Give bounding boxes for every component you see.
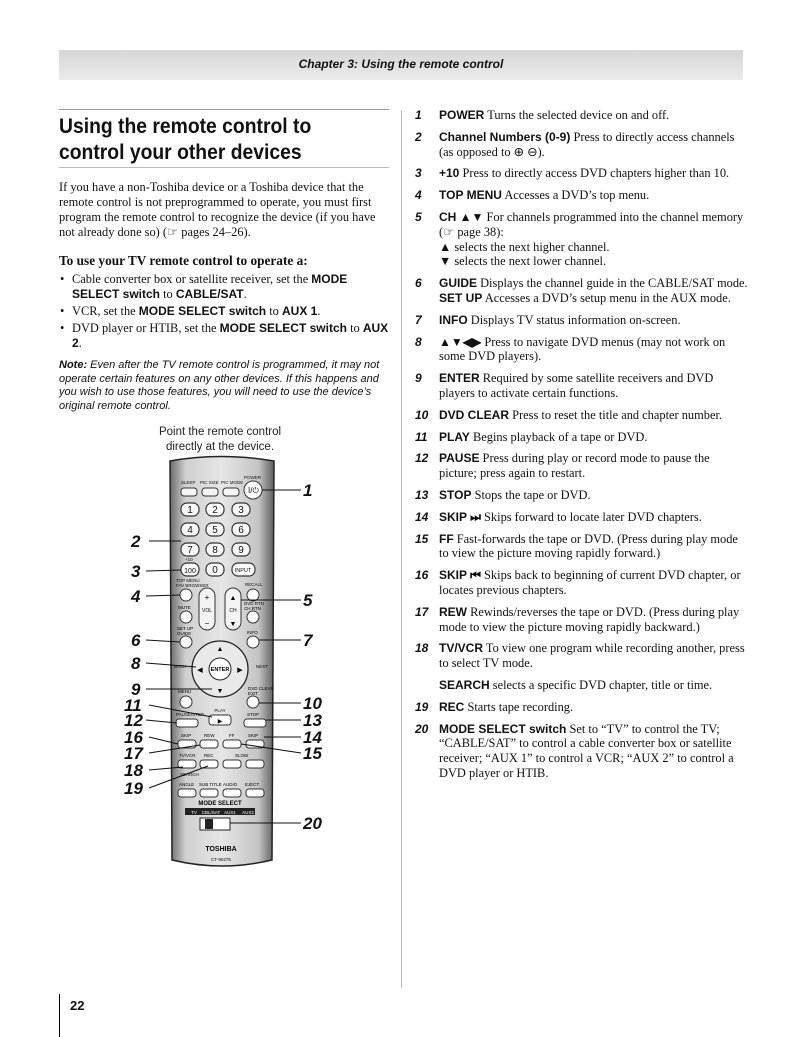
key-play: PLAY [214,708,226,713]
figure-caption: Point the remote control directly at the device. [158,426,282,453]
list-item: 6 GUIDE Displays the channel guide in the CABLE/SAT mode. SET UP Accesses a DVD’s setup menu in the AUX mode. [415,276,748,305]
list-item: 2 Channel Numbers (0-9) Press to directly access channels (as opposed to ⊕ ⊖). [415,129,735,159]
key-8: 8 [212,545,218,556]
key-back: BACK [174,664,187,669]
list-item: 3 +10 Press to directly access DVD chapters higher than 10. [415,166,730,181]
key-audio: AUDIO [223,782,238,787]
key-9: 9 [238,545,244,556]
key-2: 2 [212,505,218,516]
key-ch: CH [229,608,237,614]
exit-button [247,696,259,708]
key-eject: EJECT [245,782,260,787]
key-search: SEARCH [180,772,199,777]
mode-cbl-sat: CBL/SAT [201,810,221,815]
key-enter: ENTER [210,667,230,673]
list-item: 5 CH ▲▼ For channels programmed into the channel memory (☞ page 38): ▲ selects the next higher channel. ▼ selects the next lower channel. [415,209,744,269]
callout-6: 6 [131,631,141,650]
key-menu: MENU [178,689,192,694]
callout-12: 12 [124,711,143,730]
callout-13: 13 [303,711,322,730]
svg-text:◀: ◀ [197,667,203,674]
callout-17: 17 [124,744,143,763]
angle-button [178,789,196,797]
callout-4: 4 [131,587,141,606]
intro-paragraph: If you have a non-Toshiba device or a Toshiba device that the remote control is not preprogrammed to operate, you must first program the remote control to recognize the device (if you have not already done so) (☞ pages 24–26). [59,180,376,239]
list-item: 15 FF Fast-forwards the tape or DVD. (Press during play mode to view the picture moving rapidly forward.) [415,531,738,561]
key-sleep: SLEEP [181,480,196,485]
key-info: INFO [247,630,258,635]
key-rec: REC [204,753,214,758]
key-3: 3 [238,505,244,516]
power-icon: I/⏻ [248,486,259,495]
rew-button [200,740,218,748]
list-item: 18 TV/VCR To view one program while recording another, press to select TV mode. SEARCH selects a specific DVD chapter, title or time. [415,641,745,692]
key-7: 7 [187,545,193,556]
list-item: 16 SKIP ⏮ Skips back to beginning of current DVD chapter, or locates previous chapters. [415,568,741,597]
key-pic-mode: PIC MODE [221,480,244,485]
list-item: 1 POWER Turns the selected device on and off. [415,108,670,122]
svg-text:▶: ▶ [237,667,243,674]
svg-text:▲: ▲ [229,595,237,602]
key-skip-fwd: SKIP [248,733,259,738]
key-input: INPUT [234,568,252,574]
note-text: Even after the TV remote control is programmed, it may not operate certain features on any other devices. If this happens and you wish to use those features, you will need to use the device’s original remote control. [59,359,380,412]
callout-10: 10 [303,694,322,713]
model-number: CT-90275 [211,857,231,862]
svg-text:−: − [204,619,210,628]
key-stop: STOP [247,712,260,717]
callout-3: 3 [131,562,141,581]
svg-text:▶: ▶ [217,719,223,725]
key-sub-title: SUB TITLE [199,782,222,787]
callout-15: 15 [303,744,322,763]
list-item: 13 STOP Stops the tape or DVD. [415,487,591,502]
bullet-item-dvd: • DVD player or HTIB, set the MODE SELECT switch to AUX 2. [59,321,391,351]
callout-2: 2 [131,532,141,551]
mode-aux2: AUX2 [242,810,254,815]
key-0: 0 [212,565,218,576]
mode-tv: TV [191,810,197,815]
key-guide: GUIDE [177,631,192,636]
slow-back-button [223,760,241,768]
subtitle-button [200,789,218,797]
key-slow: SLOW [235,753,249,758]
key-100: 100 [184,568,196,575]
top-menu-button [180,589,192,601]
key-fav-browser: FAV BROWSER [176,583,209,588]
page-number-rule [59,994,60,1037]
ch-rtn-button [247,611,259,623]
list-item: 8 ▲▼◀▶ Press to navigate DVD menus (may not work on some DVD players). [415,334,726,364]
callout-8: 8 [131,654,141,673]
slow-fwd-button [246,760,264,768]
bullet-item-vcr: • VCR, set the MODE SELECT switch to AUX 1. [59,304,391,319]
key-pic-size: PIC SIZE [200,480,219,485]
note-label: Note: [59,359,88,371]
key-4: 4 [187,525,193,536]
stop-button [244,719,266,727]
brand-logo: TOSHIBA [205,846,237,853]
callout-19: 19 [124,779,143,798]
button-description-list [415,108,748,788]
svg-text:▲: ▲ [216,646,224,653]
key-vol: VOL [201,608,213,614]
section-subheading: To use your TV remote control to operate a: [59,253,308,268]
key-power: POWER [244,475,262,480]
ff-button [223,740,241,748]
key-dvd-rtn: DVD RTN [244,601,264,606]
list-item: 17 REW Rewinds/reverses the tape or DVD. (Press during play mode to view the picture moving rapidly backward.) [415,604,740,634]
svg-text:▼: ▼ [229,621,237,628]
key-exit: EXIT [248,691,259,696]
key-ch-rtn: CH RTN [244,606,261,611]
mode-aux1: AUX1 [224,810,236,815]
audio-button [223,789,241,797]
key-recall: RECALL [245,582,263,587]
list-item: 20 MODE SELECT switch Set to “TV” to control the TV; “CABLE/SAT” to control a cable converter box or satellite receiver; “AUX 1” to control a VCR; “AUX 2” to control a DVD player or HTIB. [415,721,734,780]
key-6: 6 [238,525,244,536]
eject-button [246,789,264,797]
mode-select-label: MODE SELECT [198,801,242,807]
callout-18: 18 [124,761,143,780]
key-next: NEXT [256,664,269,669]
recall-button [247,589,259,601]
list-item: 14 SKIP ⏭ Skips forward to locate later DVD chapters. [415,509,702,524]
callout-1: 1 [303,481,313,500]
rec-button [200,760,218,768]
key-angle: ANGLE [179,782,195,787]
key-5: 5 [212,525,218,536]
key-rew: REW [204,733,215,738]
key-plus10-label: +10 [185,557,193,562]
key-ff: FF [229,733,235,738]
key-pause-step: PAUSE/STEP [176,712,204,717]
key-tv-vcr: TV/VCR [179,753,196,758]
key-setup: SET UP [177,626,194,631]
list-item: 10 DVD CLEAR Press to reset the title and chapter number. [415,407,723,422]
callout-11: 11 [124,696,142,715]
list-item: 7 INFO Displays TV status information on-screen. [415,312,681,327]
list-item: 11 PLAY Begins playback of a tape or DVD. [415,429,648,444]
callout-16: 16 [124,728,143,747]
bullet-item-cable: • Cable converter box or satellite receiver, set the MODE SELECT switch to CABLE/SAT. [59,272,391,302]
key-1: 1 [187,505,193,516]
list-item: 4 TOP MENU Accesses a DVD’s top menu. [415,188,650,203]
mode-select-switch [200,818,230,830]
key-mute: MUTE [178,605,191,610]
info-button [247,636,259,648]
callout-9: 9 [131,680,141,699]
callout-7: 7 [303,631,313,650]
key-dvd-clear: DVD CLEAR [248,686,274,691]
mute-button [180,611,192,623]
callout-5: 5 [303,591,313,610]
list-item: 12 PAUSE Press during play or record mode to pause the picture; press again to restart. [415,451,710,481]
page-number: 22 [70,998,85,1013]
svg-text:▼: ▼ [216,688,224,695]
callout-14: 14 [303,728,322,747]
key-top-menu: TOP MENU [176,578,200,583]
page-title: Using the remote control to control your other devices [59,115,312,164]
svg-text:+: + [204,593,210,602]
callout-20: 20 [303,814,322,833]
menu-button [180,696,192,708]
pause-button [176,719,198,727]
key-skip-back: SKIP [181,733,192,738]
chapter-title: Chapter 3: Using the remote control [298,57,504,71]
list-item: 19 REC Starts tape recording. [415,699,574,714]
list-item: 9 ENTER Required by some satellite receivers and DVD players to activate certain functions. [415,371,714,400]
guide-button [180,636,192,648]
